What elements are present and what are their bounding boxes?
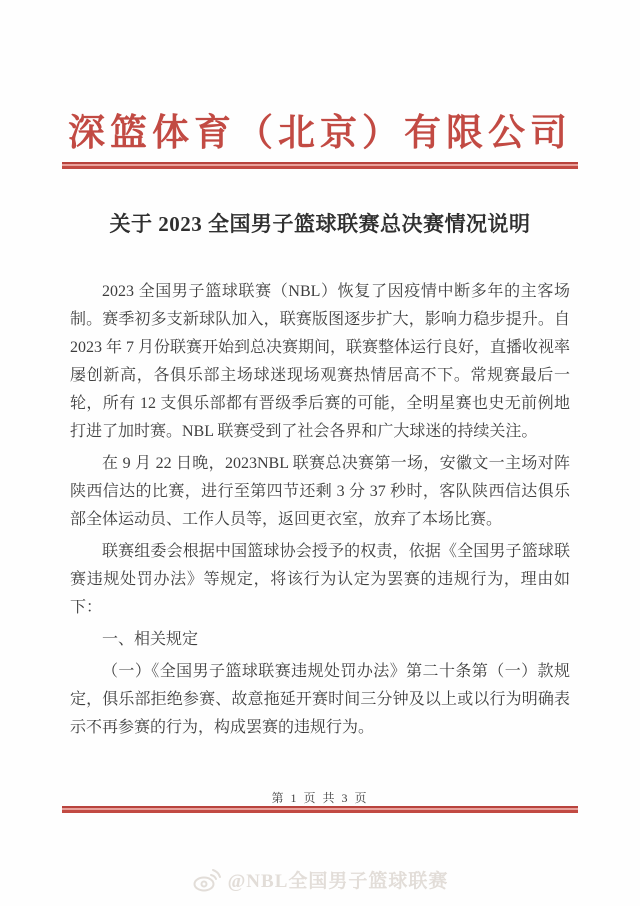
document-title: 关于 2023 全国男子篮球联赛总决赛情况说明	[109, 212, 531, 236]
paragraph-incident-description: 在 9 月 22 日晚，2023NBL 联赛总决赛第一场，安徽文一主场对阵陕西信达的比赛，进行至第四节还剩 3 分 37 秒时，客队陕西信达俱乐部全体运动员、工作人员等，返回更衣室，放弃了本场比赛。	[70, 455, 570, 528]
weibo-icon	[192, 867, 222, 893]
watermark	[0, 866, 640, 893]
letterhead-company-name: 深篮体育（北京）有限公司	[68, 113, 572, 154]
document-body	[70, 278, 570, 746]
paragraph-ruling-statement: 联赛组委会根据中国篮球协会授予的权责，依据《全国男子篮球联赛违规处罚办法》等规定，将该行为认定为罢赛的违规行为，理由如下：	[70, 543, 570, 616]
watermark-text: @NBL全国男子篮球联赛	[227, 871, 449, 892]
paragraph-regulation-clause: （一）《全国男子篮球联赛违规处罚办法》第二十条第（一）款规定，俱乐部拒绝参赛、故意拖延开赛时间三分钟及以上或以行为明确表示不再参赛的行为，构成罢赛的违规行为。	[70, 663, 570, 736]
header-divider-rule	[62, 162, 578, 169]
page-number-indicator: 第 1 页 共 3 页	[271, 791, 369, 805]
paragraph-league-overview: 2023 全国男子篮球联赛（NBL）恢复了因疫情中断多年的主客场制。赛季初多支新球队加入，联赛版图逐步扩大，影响力稳步提升。自 2023 年 7 月份联赛开始到总决赛期间，联赛整体运行良好，直播收视率屡创新高，各俱乐部主场球迷现场观赛热情居高不下。常规赛最后一轮，所有 12 支俱乐部都有晋级季后赛的可能，全明星赛也史无前例地打进了加时赛。NBL 联赛受到了社会各界和广大球迷的持续关注。	[70, 283, 571, 440]
footer-divider-rule	[62, 806, 578, 813]
paragraph-section-heading-regulations: 一、相关规定	[102, 631, 199, 648]
